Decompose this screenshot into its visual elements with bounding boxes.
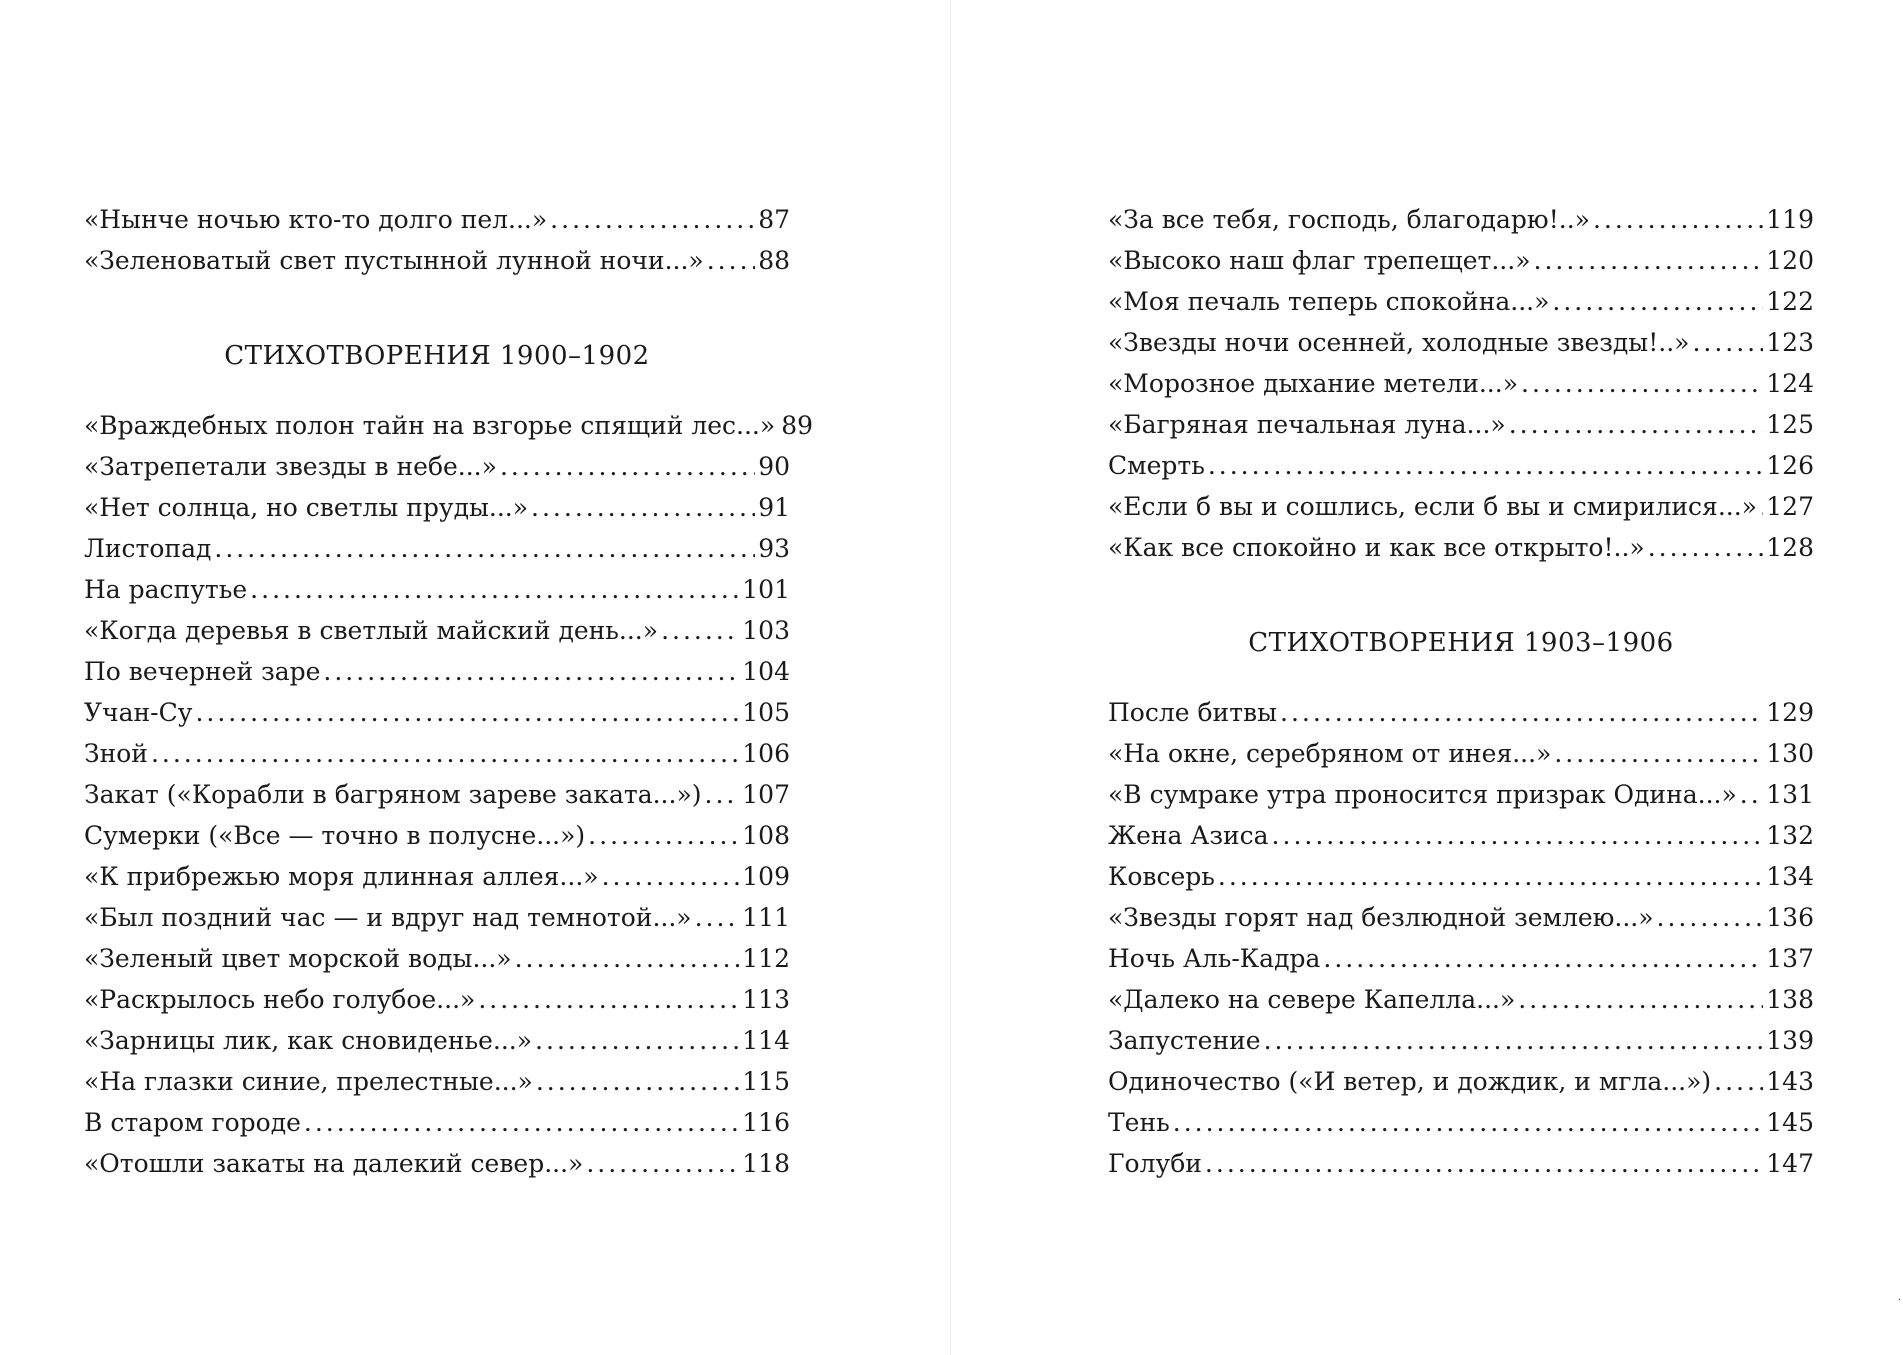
toc-entry-title: Смерть [1108,451,1205,480]
toc-entry-page: 138 [1766,985,1814,1014]
toc-entry-title: «Звезды горят над безлюдной землею...» [1108,903,1654,932]
dot-leader [323,651,739,692]
toc-entry-page: 88 [758,246,790,275]
toc-entry-page: 132 [1766,821,1814,850]
toc-entry[interactable] [84,446,790,487]
dot-leader [1323,938,1763,979]
toc-entry[interactable] [1108,979,1814,1020]
dot-leader [515,938,740,979]
dot-leader [588,815,739,856]
toc-entry-title: «Если б вы и сошлись, если б вы и смирилися...» [1108,492,1757,521]
toc-entry-title: «К прибрежью моря длинная аллея...» [84,862,599,891]
toc-entry-page: 120 [1766,246,1814,275]
toc-entry-page: 107 [742,780,790,809]
toc-entry[interactable] [84,528,790,569]
toc-entry-title: «За все тебя, господь, благодарю!..» [1108,205,1590,234]
right-section-entries [1108,692,1814,1184]
dot-leader [1518,979,1763,1020]
toc-entry[interactable] [84,774,790,815]
toc-entry[interactable] [1108,322,1814,363]
dot-leader [1218,856,1763,897]
toc-entry[interactable] [84,692,790,733]
toc-entry-title: «Далеко на севере Капелла...» [1108,985,1516,1014]
toc-entry-page: 139 [1766,1026,1814,1055]
toc-entry-page: 109 [742,862,790,891]
dot-leader [1760,486,1763,527]
toc-entry[interactable] [84,733,790,774]
toc-entry[interactable] [84,487,790,528]
toc-entry[interactable] [84,651,790,692]
toc-entry-page: 125 [1766,410,1814,439]
toc-entry[interactable] [84,856,790,897]
toc-entry[interactable] [1108,240,1814,281]
toc-entry-title: «Нынче ночью кто-то долго пел...» [84,205,548,234]
toc-entry-title: «Зарницы лик, как сновиденье...» [84,1026,533,1055]
toc-entry-page: 91 [758,493,790,522]
dot-leader [478,979,739,1020]
toc-entry-title: «В сумраке утра проносится призрак Одина...» [1108,780,1737,809]
toc-entry[interactable] [1108,692,1814,733]
toc-entry-title: «Звезды ночи осенней, холодные звезды!..» [1108,328,1690,357]
toc-entry[interactable] [1108,527,1814,568]
dot-leader [1554,733,1763,774]
toc-entry-title: Ночь Аль-Кадра [1108,944,1321,973]
toc-entry[interactable] [84,1102,790,1143]
toc-entry-title: «Отошли закаты на далекий север...» [84,1149,584,1178]
dot-leader [550,199,755,240]
dot-leader [586,1143,739,1184]
toc-entry-title: «Зеленоватый свет пустынной лунной ночи...» [84,246,704,275]
toc-entry[interactable] [84,405,813,446]
toc-entry-title: «На глазки синие, прелестные...» [84,1067,533,1096]
toc-entry-page: 113 [742,985,790,1014]
toc-entry-title: «Раскрылось небо голубое...» [84,985,476,1014]
toc-entry[interactable] [1108,1102,1814,1143]
toc-entry-title: «Зеленый цвет морской воды...» [84,944,512,973]
dot-leader [1648,527,1764,568]
toc-entry-title: «Был поздний час — и вдруг над темнотой...» [84,903,692,932]
dot-leader [1552,281,1763,322]
toc-entry-page: 105 [742,698,790,727]
toc-entry-title: Учан-Су [84,698,193,727]
toc-entry-page: 127 [1766,492,1814,521]
toc-entry-page: 111 [742,903,790,932]
toc-entry-page: 131 [1766,780,1814,809]
dot-leader [705,774,740,815]
toc-entry-page: 104 [742,657,790,686]
toc-entry[interactable] [1108,445,1814,486]
toc-entry-page: 126 [1766,451,1814,480]
toc-entry-page: 116 [742,1108,790,1137]
toc-entry-page: 136 [1766,903,1814,932]
dot-leader [1272,815,1764,856]
toc-entry-page: 114 [742,1026,790,1055]
toc-entry-title: «Высоко наш флаг трепещет...» [1108,246,1531,275]
dot-leader [1534,240,1764,281]
toc-entry-title: Голуби [1108,1149,1202,1178]
toc-entry[interactable] [84,610,790,651]
toc-entry-title: Одиночество («И ветер, и дождик, и мгла...») [1108,1067,1712,1096]
toc-entry-title: После битвы [1108,698,1277,727]
toc-entry-title: «Багряная печальная луна...» [1108,410,1506,439]
toc-entry-page: 143 [1766,1067,1814,1096]
dot-leader [1593,199,1763,240]
toc-entry-page: 119 [1766,205,1814,234]
dot-leader [1521,363,1763,404]
toc-entry[interactable] [1108,815,1814,856]
dot-leader [500,446,755,487]
dot-leader [1692,322,1763,363]
toc-entry[interactable] [84,1061,790,1102]
toc-entry[interactable] [1108,897,1814,938]
toc-entry-page: 137 [1766,944,1814,973]
left-top-entries [84,199,790,281]
toc-entry-page: 134 [1766,862,1814,891]
toc-entry[interactable] [84,1020,790,1061]
toc-entry-title: В старом городе [84,1108,301,1137]
toc-entry-title: «Морозное дыхание метели...» [1108,369,1518,398]
dot-leader [536,1061,739,1102]
toc-entry-page: 118 [742,1149,790,1178]
toc-entry[interactable] [84,897,790,938]
toc-entry-page: 101 [742,575,790,604]
toc-entry-page: 122 [1766,287,1814,316]
dot-leader [1280,692,1763,733]
toc-entry-page: 128 [1766,533,1814,562]
toc-entry-page: 129 [1766,698,1814,727]
toc-entry-page: 112 [742,944,790,973]
toc-entry[interactable] [1108,1061,1814,1102]
toc-entry-page: 124 [1766,369,1814,398]
toc-entry[interactable] [1108,774,1814,815]
toc-entry[interactable] [1108,1143,1814,1184]
toc-entry-page: 115 [742,1067,790,1096]
toc-entry-title: Ковсерь [1108,862,1215,891]
section-heading: СТИХОТВОРЕНИЯ 1903–1906 [1248,628,1674,658]
left-section-entries [84,405,813,1184]
toc-entry-title: По вечерней заре [84,657,321,686]
toc-entry[interactable] [84,815,790,856]
toc-entry-page: 130 [1766,739,1814,768]
dot-leader [531,487,755,528]
toc-entry[interactable] [84,979,790,1020]
toc-entry[interactable] [84,199,790,240]
dot-leader [707,240,755,281]
toc-entry[interactable] [1108,363,1814,404]
dot-leader [602,856,740,897]
toc-entry-title: Листопад [84,534,212,563]
toc-entry-title: Сумерки («Все — точно в полусне...») [84,821,586,850]
toc-entry-page: 147 [1766,1149,1814,1178]
dot-leader [1173,1102,1764,1143]
left-page [84,0,813,1355]
toc-entry-title: «Когда деревья в светлый майский день...» [84,616,659,645]
toc-entry[interactable] [84,938,790,979]
toc-entry-title: Тень [1108,1108,1170,1137]
toc-entry-title: Запустение [1108,1026,1261,1055]
toc-entry-title: На распутье [84,575,248,604]
toc-entry-page: 106 [742,739,790,768]
toc-entry-title: Закат («Корабли в багряном зареве заката...») [84,780,702,809]
toc-entry-title: «На окне, серебряном от инея...» [1108,739,1552,768]
toc-entry-page: 87 [758,205,790,234]
toc-entry-title: «Затрепетали звезды в небе...» [84,452,497,481]
toc-entry-title: Зной [84,739,148,768]
dot-leader [695,897,740,938]
toc-entry-page: 90 [758,452,790,481]
toc-entry-page: 93 [758,534,790,563]
toc-entry-page: 123 [1766,328,1814,357]
page-gutter [950,0,951,1355]
dot-leader [151,733,739,774]
toc-entry-page: 89 [781,411,813,440]
right-page [1108,0,1814,1355]
toc-entry-title: Жена Азиса [1108,821,1269,850]
toc-entry[interactable] [84,240,790,281]
toc-entry-title: «Враждебных полон тайн на взгорье спящий лес...» [84,411,776,440]
toc-entry-title: «Моя печаль теперь спокойна...» [1108,287,1550,316]
toc-entry-page: 108 [742,821,790,850]
dot-leader [304,1102,739,1143]
dot-leader [1714,1061,1763,1102]
dot-leader [214,528,755,569]
dot-leader [661,610,739,651]
dot-leader [535,1020,739,1061]
toc-entry[interactable] [1108,856,1814,897]
dot-leader [1509,404,1764,445]
toc-entry[interactable] [1108,733,1814,774]
dot-leader [195,692,739,733]
toc-entry-title: «Как все спокойно и как все открыто!..» [1108,533,1645,562]
dot-leader [250,569,739,610]
dot-leader [1657,897,1764,938]
toc-entry-page: 103 [742,616,790,645]
toc-entry[interactable] [1108,486,1814,527]
toc-entry[interactable] [1108,199,1814,240]
toc-entry[interactable] [1108,281,1814,322]
toc-entry[interactable] [1108,938,1814,979]
toc-entry-page: 145 [1766,1108,1814,1137]
dot-leader [1205,1143,1763,1184]
right-top-entries [1108,199,1814,568]
dot-leader [1740,774,1763,815]
toc-entry[interactable] [1108,1020,1814,1061]
toc-entry[interactable] [84,1143,790,1184]
section-heading: СТИХОТВОРЕНИЯ 1900–1902 [224,341,650,371]
toc-entry[interactable] [84,569,790,610]
toc-entry-title: «Нет солнца, но светлы пруды...» [84,493,529,522]
corner-mark: · [1897,1295,1901,1306]
dot-leader [1208,445,1763,486]
dot-leader [1264,1020,1764,1061]
toc-entry[interactable] [1108,404,1814,445]
